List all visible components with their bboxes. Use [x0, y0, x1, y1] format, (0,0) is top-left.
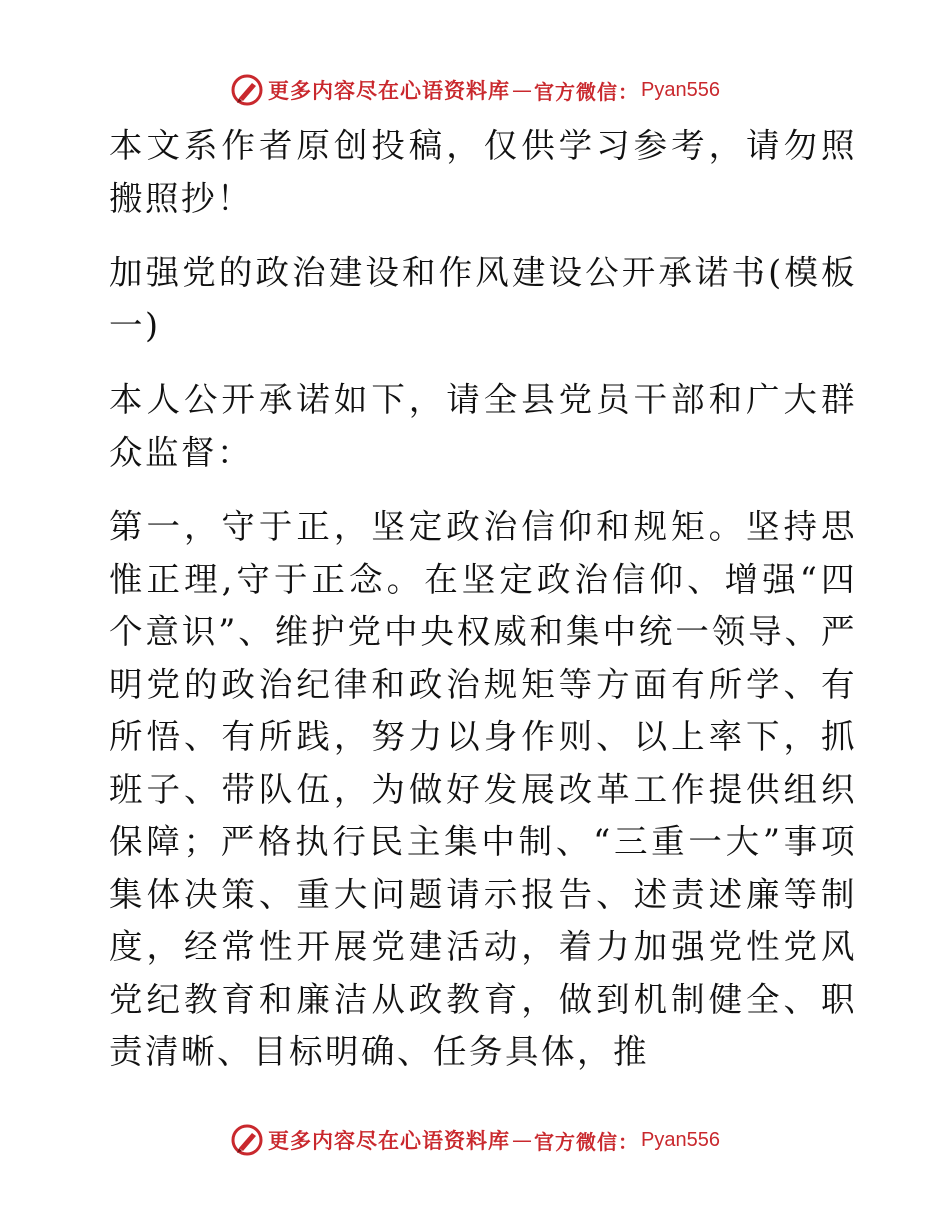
body-paragraph: 第一，守于正，坚定政治信仰和规矩。坚持思惟正理,守于正念。在坚定政治信仰、增强“四个意识”、维护党中央权威和集中统一领导、严明党的政治纪律和政治规矩等方面有所学、有所悟、有所践，努力以身作则、以上率下，抓班子、带队伍，为做好发展改革工作提供组织保障；严格执行民主集中制、“三重一大”事项集体决策、重大问题请示报告、述责述廉等制度，经常性开展党建活动，着力加强党性党风党纪教育和廉洁从政教育，做到机制健全、职责清晰、目标明确、任务具体，推 [109, 507, 857, 1071]
intro-paragraph: 本人公开承诺如下，请全县党员干部和广大群众监督： [109, 380, 857, 472]
banner-separator: — [512, 1128, 533, 1152]
banner-wechat-id: Pyan556 [641, 1128, 720, 1151]
banner-wechat-label: 官方微信： [534, 1129, 640, 1154]
footer-banner [0, 1120, 950, 1160]
document-body [97, 120, 857, 1101]
header-banner [0, 70, 950, 110]
banner-separator: — [512, 78, 533, 102]
document-title: 加强党的政治建设和作风建设公开承诺书(模板一) [109, 253, 857, 345]
pen-logo-icon [230, 1123, 264, 1157]
banner-wechat-id: Pyan556 [641, 78, 720, 101]
banner-text: 更多内容尽在心语资料库 [268, 1129, 511, 1153]
pen-logo-icon [230, 73, 264, 107]
banner-wechat-label: 官方微信： [534, 79, 640, 104]
notice-paragraph: 本文系作者原创投稿，仅供学习参考，请勿照搬照抄！ [109, 126, 857, 218]
banner-text: 更多内容尽在心语资料库 [268, 79, 511, 103]
